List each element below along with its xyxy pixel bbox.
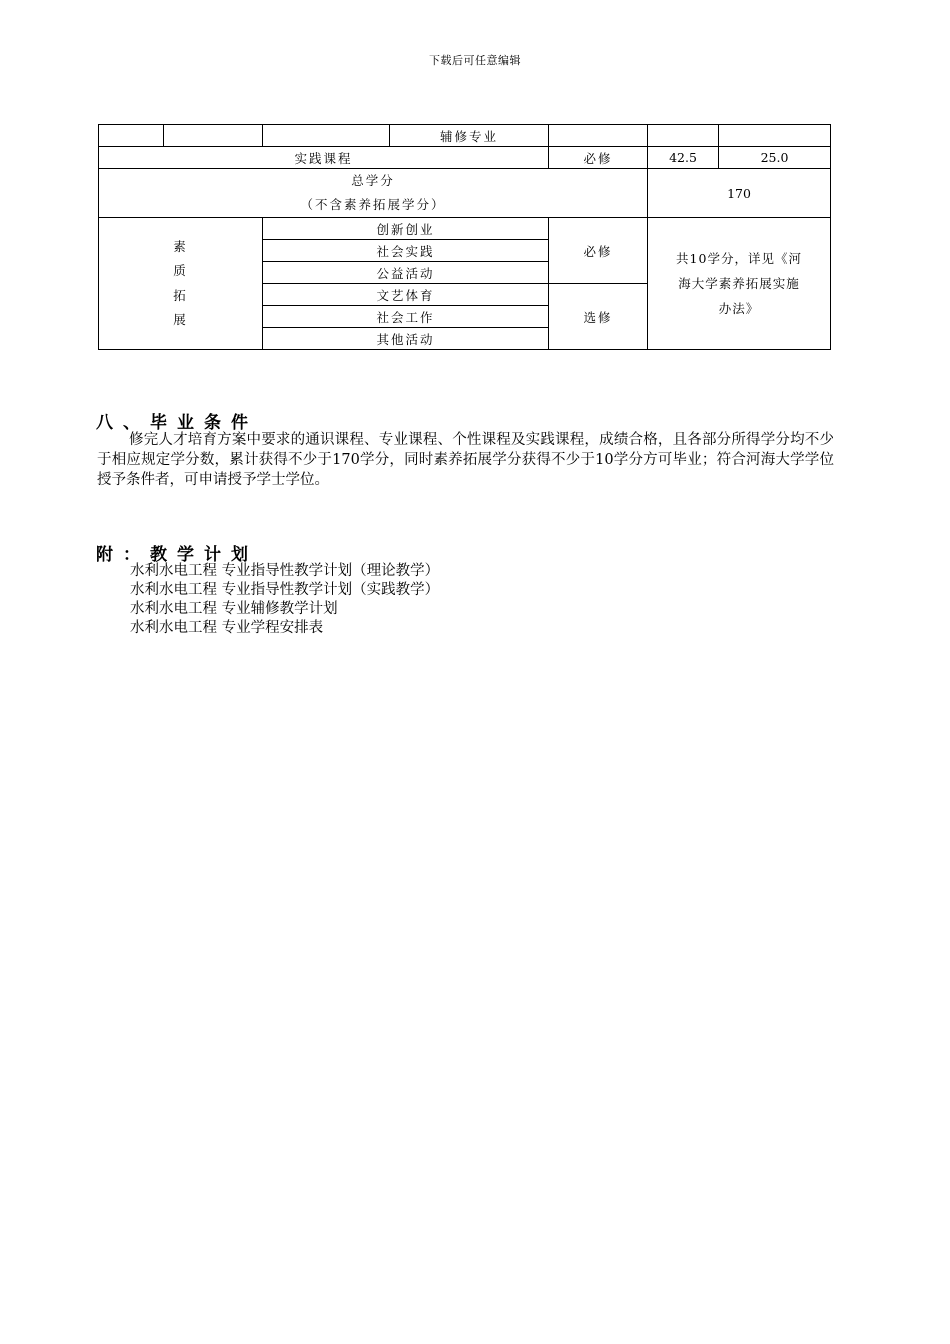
suyang-note-line: 共10学分，详见《河 — [676, 251, 802, 266]
table-cell — [164, 125, 263, 147]
suyang-item: 社会工作 — [263, 306, 549, 328]
section-8-title: 八、毕业条件 — [96, 413, 258, 433]
table-cell — [719, 125, 831, 147]
practice-credits: 42.5 — [648, 147, 719, 169]
practice-type: 必修 — [549, 147, 648, 169]
table-cell — [549, 125, 648, 147]
suyang-category — [99, 218, 263, 350]
appendix-title: 附：教学计划 — [96, 545, 258, 565]
total-credits-label — [99, 169, 648, 218]
table-row-total — [99, 169, 831, 218]
practice-label: 实践课程 — [99, 147, 549, 169]
credits-table — [98, 124, 831, 350]
suyang-char: 展 — [173, 312, 188, 327]
section-8-paragraph: 修完人才培育方案中要求的通识课程、专业课程、个性课程及实践课程，成绩合格，且各部分所得学分均不少于相应规定学分数，累计获得不少于170学分，同时素养拓展学分获得不少于10学分方可毕业；符合河海大学学位授予条件者，可申请授予学士学位。 — [97, 432, 834, 488]
appendix-item: 水利水电工程 专业学程安排表 — [130, 620, 324, 636]
suyang-item: 公益活动 — [263, 262, 549, 284]
appendix-list — [130, 562, 439, 638]
total-line-2: （不含素养拓展学分） — [300, 197, 446, 212]
total-line-1: 总学分 — [351, 173, 395, 188]
suyang-note-line: 海大学素养拓展实施 — [678, 276, 800, 291]
suyang-char: 素 — [173, 238, 188, 254]
appendix-item: 水利水电工程 专业辅修教学计划 — [130, 601, 338, 617]
suyang-char: 质 — [173, 263, 188, 278]
suyang-item: 创新创业 — [263, 218, 549, 240]
suyang-item: 社会实践 — [263, 240, 549, 262]
table-cell — [99, 125, 164, 147]
suyang-elective: 选修 — [549, 284, 648, 350]
suyang-item: 其他活动 — [263, 328, 549, 350]
table-row-practice — [99, 147, 831, 169]
total-credits-value: 170 — [648, 169, 831, 218]
suyang-note-line: 办法》 — [718, 301, 760, 316]
table-cell — [648, 125, 719, 147]
appendix-item: 水利水电工程 专业指导性教学计划（理论教学） — [130, 563, 440, 579]
page-header-note: 下载后可任意编辑 — [429, 54, 521, 67]
appendix-item: 水利水电工程 专业指导性教学计划（实践教学） — [130, 582, 440, 598]
suyang-char: 拓 — [173, 287, 188, 303]
fuxiu-label: 辅修专业 — [390, 125, 549, 147]
table-cell — [263, 125, 390, 147]
table-row-fuxiu — [99, 125, 831, 147]
practice-credits-2: 25.0 — [719, 147, 831, 169]
suyang-note — [648, 218, 831, 350]
suyang-required: 必修 — [549, 218, 648, 284]
table-row-suyang-1 — [99, 218, 831, 240]
suyang-item: 文艺体育 — [263, 284, 549, 306]
